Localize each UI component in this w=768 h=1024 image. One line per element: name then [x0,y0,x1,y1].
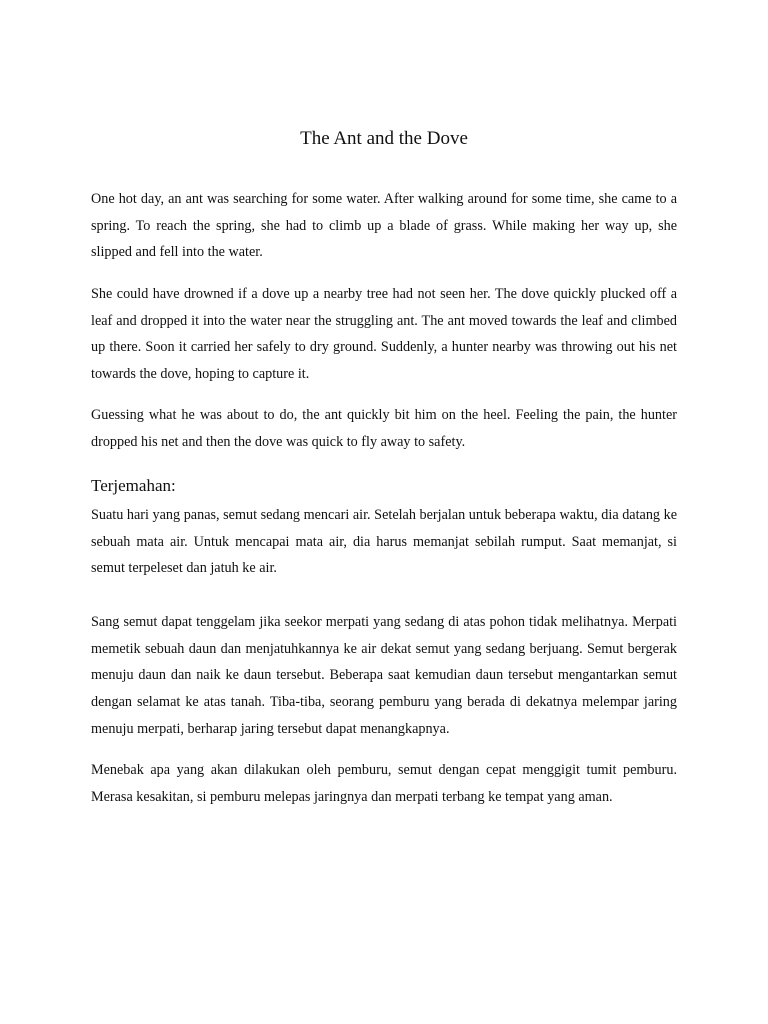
translation-paragraph-3: Menebak apa yang akan dilakukan oleh pemburu, semut dengan cepat menggigit tumit pemburu. Merasa kesakitan, si pemburu melepas jaringnya dan merpati terbang ke tempat yang aman. [91,762,677,805]
document-title: The Ant and the Dove [300,128,468,149]
english-paragraph-1: One hot day, an ant was searching for some water. After walking around for some time, she came to a spring. To reach the spring, she had to climb up a blade of grass. While making her way up, she slipped and fell into the water. [91,191,677,261]
translation-paragraph-1: Suatu hari yang panas, semut sedang mencari air. Setelah berjalan untuk beberapa waktu, dia datang ke sebuah mata air. Untuk mencapai mata air, dia harus memanjat sebilah rumput. Saat memanjat, si semut terpeleset dan jatuh ke air. [91,507,677,577]
translation-paragraph-2: Sang semut dapat tenggelam jika seekor merpati yang sedang di atas pohon tidak melihatnya. Merpati memetik sebuah daun dan menjatuhkannya ke air dekat semut yang sedang berjuang. Semut bergerak menuju daun dan naik ke daun tersebut. Beberapa saat kemudian daun tersebut mengantarkan semut dengan selamat ke atas tanah. Tiba-tiba, seorang pemburu yang berada di dekatnya melempar jaring menuju merpati, berharap jaring tersebut dapat menangkapnya. [91,614,677,737]
english-paragraph-2: She could have drowned if a dove up a nearby tree had not seen her. The dove quickly plucked off a leaf and dropped it into the water near the struggling ant. The ant moved towards the leaf and climbed up there. Soon it carried her safely to dry ground. Suddenly, a hunter nearby was throwing out his net towards the dove, hoping to capture it. [91,286,677,383]
english-paragraph-3: Guessing what he was about to do, the ant quickly bit him on the heel. Feeling the pain, the hunter dropped his net and then the dove was quick to fly away to safety. [91,407,677,450]
translation-heading: Terjemahan: [91,476,176,495]
